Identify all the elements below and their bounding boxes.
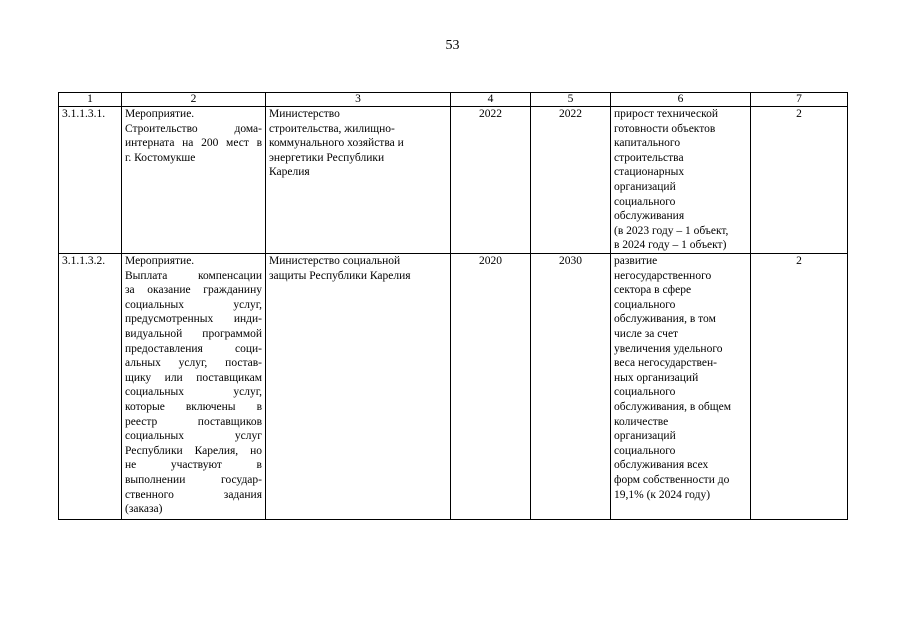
text-line: Республики Карелия, но <box>125 444 262 457</box>
text-line: альных услуг, постав- <box>125 357 262 370</box>
text-line: в 2024 году – 1 объект) <box>614 239 727 252</box>
start-year: 2022 <box>451 107 531 254</box>
program-table <box>58 92 848 520</box>
responsible-executor <box>266 254 451 520</box>
column-number: 7 <box>751 93 848 107</box>
text-line: социальных услуг, <box>125 386 262 399</box>
text-line: предоставления соци- <box>125 342 262 355</box>
text-line: веса негосударствен- <box>614 357 717 370</box>
column-number: 1 <box>59 93 122 107</box>
text-line: интерната на 200 мест в <box>125 137 262 150</box>
text-line: социальных услуг <box>125 430 262 443</box>
activity-name <box>122 254 266 520</box>
text-line: сектора в сфере <box>614 284 692 297</box>
expected-result <box>611 107 751 254</box>
text-line: предусмотренных инди- <box>125 313 262 326</box>
column-number: 2 <box>122 93 266 107</box>
text-line: числе за счет <box>614 327 679 340</box>
text-line: строительства, жилищно- <box>269 122 395 135</box>
text-line: г. Костомукше <box>125 151 196 164</box>
text-line: количестве <box>614 415 669 428</box>
text-line: обслуживания, в том <box>614 313 716 326</box>
text-line: обслуживания <box>614 210 685 223</box>
text-line: готовности объектов <box>614 122 716 135</box>
text-line: социального <box>614 444 676 457</box>
text-line: (в 2023 году – 1 объект, <box>614 224 729 237</box>
text-line: организаций <box>614 430 676 443</box>
text-line: строительства <box>614 151 684 164</box>
text-line: за оказание гражданину <box>125 284 262 297</box>
indicator-link: 2 <box>751 107 848 254</box>
table-row <box>59 107 848 254</box>
text-line: социального <box>614 195 676 208</box>
column-number: 4 <box>451 93 531 107</box>
indicator-link: 2 <box>751 254 848 520</box>
page-number: 53 <box>445 38 460 53</box>
column-number: 5 <box>531 93 611 107</box>
text-line: Министерство социальной <box>269 255 401 267</box>
text-line: которые включены в <box>125 400 262 413</box>
text-line: коммунального хозяйства и <box>269 137 404 150</box>
text-line: защиты Республики Карелия <box>269 269 411 282</box>
text-line: негосударственного <box>614 269 712 282</box>
text-line: социального <box>614 386 676 399</box>
end-year: 2030 <box>531 254 611 520</box>
text-line: обслуживания, в общем <box>614 400 732 413</box>
text-line: увеличения удельного <box>614 342 723 355</box>
text-line: Мероприятие. <box>125 255 195 267</box>
text-line: реестр поставщиков <box>125 415 262 428</box>
start-year: 2020 <box>451 254 531 520</box>
text-line: ных организаций <box>614 371 699 384</box>
column-number-row <box>59 93 848 107</box>
activity-number: 3.1.1.3.1. <box>59 107 122 254</box>
text-line: не участвуют в <box>125 459 262 472</box>
end-year: 2022 <box>531 107 611 254</box>
text-line: стационарных <box>614 166 685 179</box>
text-line: капитального <box>614 137 681 150</box>
activity-number: 3.1.1.3.2. <box>59 254 122 520</box>
text-line: Выплата компенсации <box>125 269 262 282</box>
text-line: развитие <box>614 255 658 267</box>
text-line: Мероприятие. <box>125 108 195 120</box>
column-number: 3 <box>266 93 451 107</box>
text-line: Карелия <box>269 166 310 179</box>
text-line: Министерство <box>269 108 340 120</box>
text-line: социальных услуг, <box>125 298 262 311</box>
activity-name <box>122 107 266 254</box>
text-line: организаций <box>614 180 676 193</box>
responsible-executor <box>266 107 451 254</box>
text-line: выполнении государ- <box>125 473 262 486</box>
column-number: 6 <box>611 93 751 107</box>
text-line: 19,1% (к 2024 году) <box>614 488 711 501</box>
text-line: социального <box>614 298 676 311</box>
text-line: форм собственности до <box>614 473 730 486</box>
text-line: энергетики Республики <box>269 151 385 164</box>
text-line: обслуживания всех <box>614 459 709 472</box>
text-line: Строительство дома- <box>125 122 262 135</box>
table-row <box>59 254 848 520</box>
text-line: (заказа) <box>125 503 163 516</box>
text-line: щику или поставщикам <box>125 371 262 384</box>
text-line: прирост технической <box>614 108 719 120</box>
text-line: видуальной программой <box>125 327 262 340</box>
expected-result <box>611 254 751 520</box>
text-line: ственного задания <box>125 488 262 501</box>
